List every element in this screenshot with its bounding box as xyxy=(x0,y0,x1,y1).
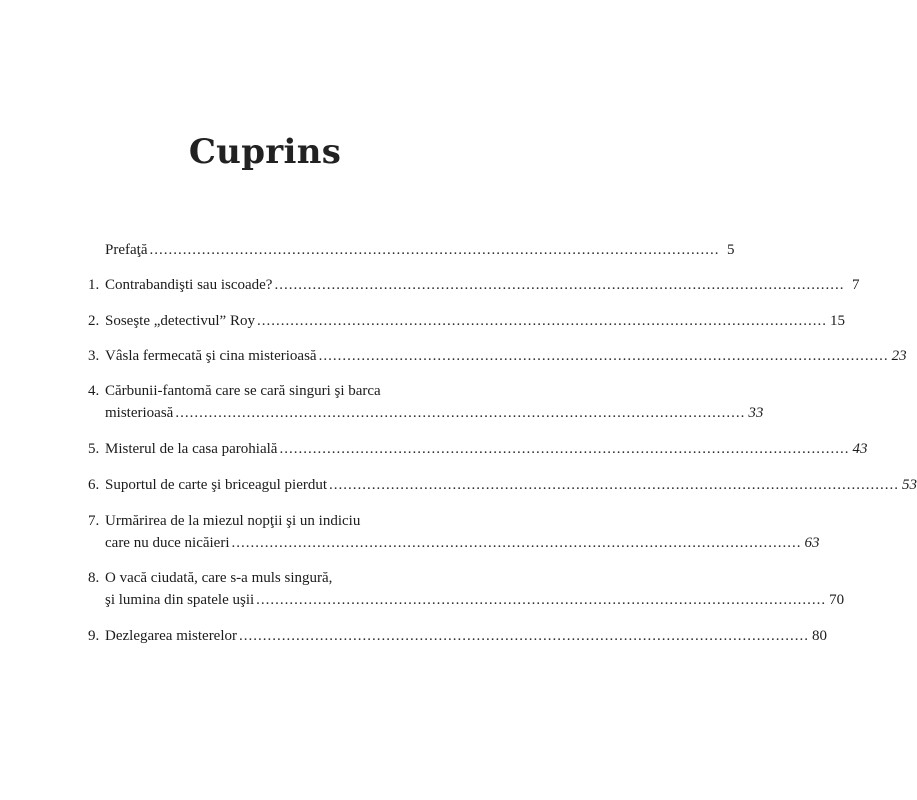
table-of-contents xyxy=(88,239,917,647)
toc-entry-8 xyxy=(88,567,845,611)
toc-number: 2. xyxy=(88,313,100,329)
toc-entry-9 xyxy=(88,625,828,647)
toc-entry-3 xyxy=(88,345,907,367)
toc-number: 1. xyxy=(88,277,100,293)
toc-entry-title: Soseşte „detectivul” Roy xyxy=(105,313,255,329)
dot-leader: ........................................................................................................................ xyxy=(274,277,845,293)
toc-entry-title-line-1: Cărbunii-fantomă care se cară singuri şi barca xyxy=(105,383,381,399)
toc-number: 8. xyxy=(88,570,100,586)
toc-page-number: 70 xyxy=(829,592,845,608)
toc-page-number: 63 xyxy=(804,535,820,551)
toc-entry-7 xyxy=(88,510,820,554)
toc-entry-6 xyxy=(88,474,917,496)
toc-entry-title: Misterul de la casa parohială xyxy=(105,441,278,457)
dot-leader: ........................................................................................................................ xyxy=(239,628,810,644)
toc-entry-title-line-1: O vacă ciudată, care s-a muls singură, xyxy=(105,570,333,586)
toc-page-number: 53 xyxy=(902,477,917,493)
toc-entry-5 xyxy=(88,438,868,460)
toc-entry-title: Prefaţă xyxy=(105,242,148,258)
toc-entry-title-line-1: Urmărirea de la miezul nopţii şi un indiciu xyxy=(105,513,361,529)
toc-number: 3. xyxy=(88,348,100,364)
toc-entry-preface xyxy=(88,239,735,261)
toc-entry-title: Vâsla fermecată şi cina misterioasă xyxy=(105,348,317,364)
toc-entry-4 xyxy=(88,380,764,424)
dot-leader: ........................................................................................................................ xyxy=(256,313,827,329)
toc-entry-title-line-2: misterioasă xyxy=(105,405,174,421)
toc-number: 4. xyxy=(88,383,100,399)
dot-leader: ........................................................................................................................ xyxy=(279,441,850,457)
toc-page-number: 15 xyxy=(829,313,845,329)
toc-page-number: 43 xyxy=(852,441,868,457)
toc-page-number: 23 xyxy=(891,348,907,364)
toc-entry-title: Suportul de carte şi briceagul pierdut xyxy=(105,477,328,493)
toc-number: 9. xyxy=(88,628,100,644)
toc-page-number: 80 xyxy=(812,628,828,644)
toc-number: 5. xyxy=(88,441,100,457)
dot-leader: ........................................................................................................................ xyxy=(149,242,720,258)
toc-entry-title-line-2: şi lumina din spatele uşii xyxy=(105,592,255,608)
dot-leader: ........................................................................................................................ xyxy=(175,405,746,421)
toc-page-number: 33 xyxy=(748,405,764,421)
toc-page-number: 5 xyxy=(726,242,735,258)
toc-page-number: 7 xyxy=(851,277,860,293)
dot-leader: ........................................................................................................................ xyxy=(329,477,900,493)
toc-number: 6. xyxy=(88,477,100,493)
page-title: Cuprins xyxy=(188,132,342,172)
dot-leader: ........................................................................................................................ xyxy=(256,592,827,608)
dot-leader: ........................................................................................................................ xyxy=(231,535,802,551)
toc-entry-2 xyxy=(88,310,845,332)
toc-entry-title: Contrabandişti sau iscoade? xyxy=(105,277,273,293)
dot-leader: ........................................................................................................................ xyxy=(318,348,889,364)
toc-number: 7. xyxy=(88,513,100,529)
toc-entry-title-line-2: care nu duce nicăieri xyxy=(105,535,230,551)
toc-entry-1 xyxy=(88,274,860,296)
toc-entry-title: Dezlegarea misterelor xyxy=(105,628,238,644)
